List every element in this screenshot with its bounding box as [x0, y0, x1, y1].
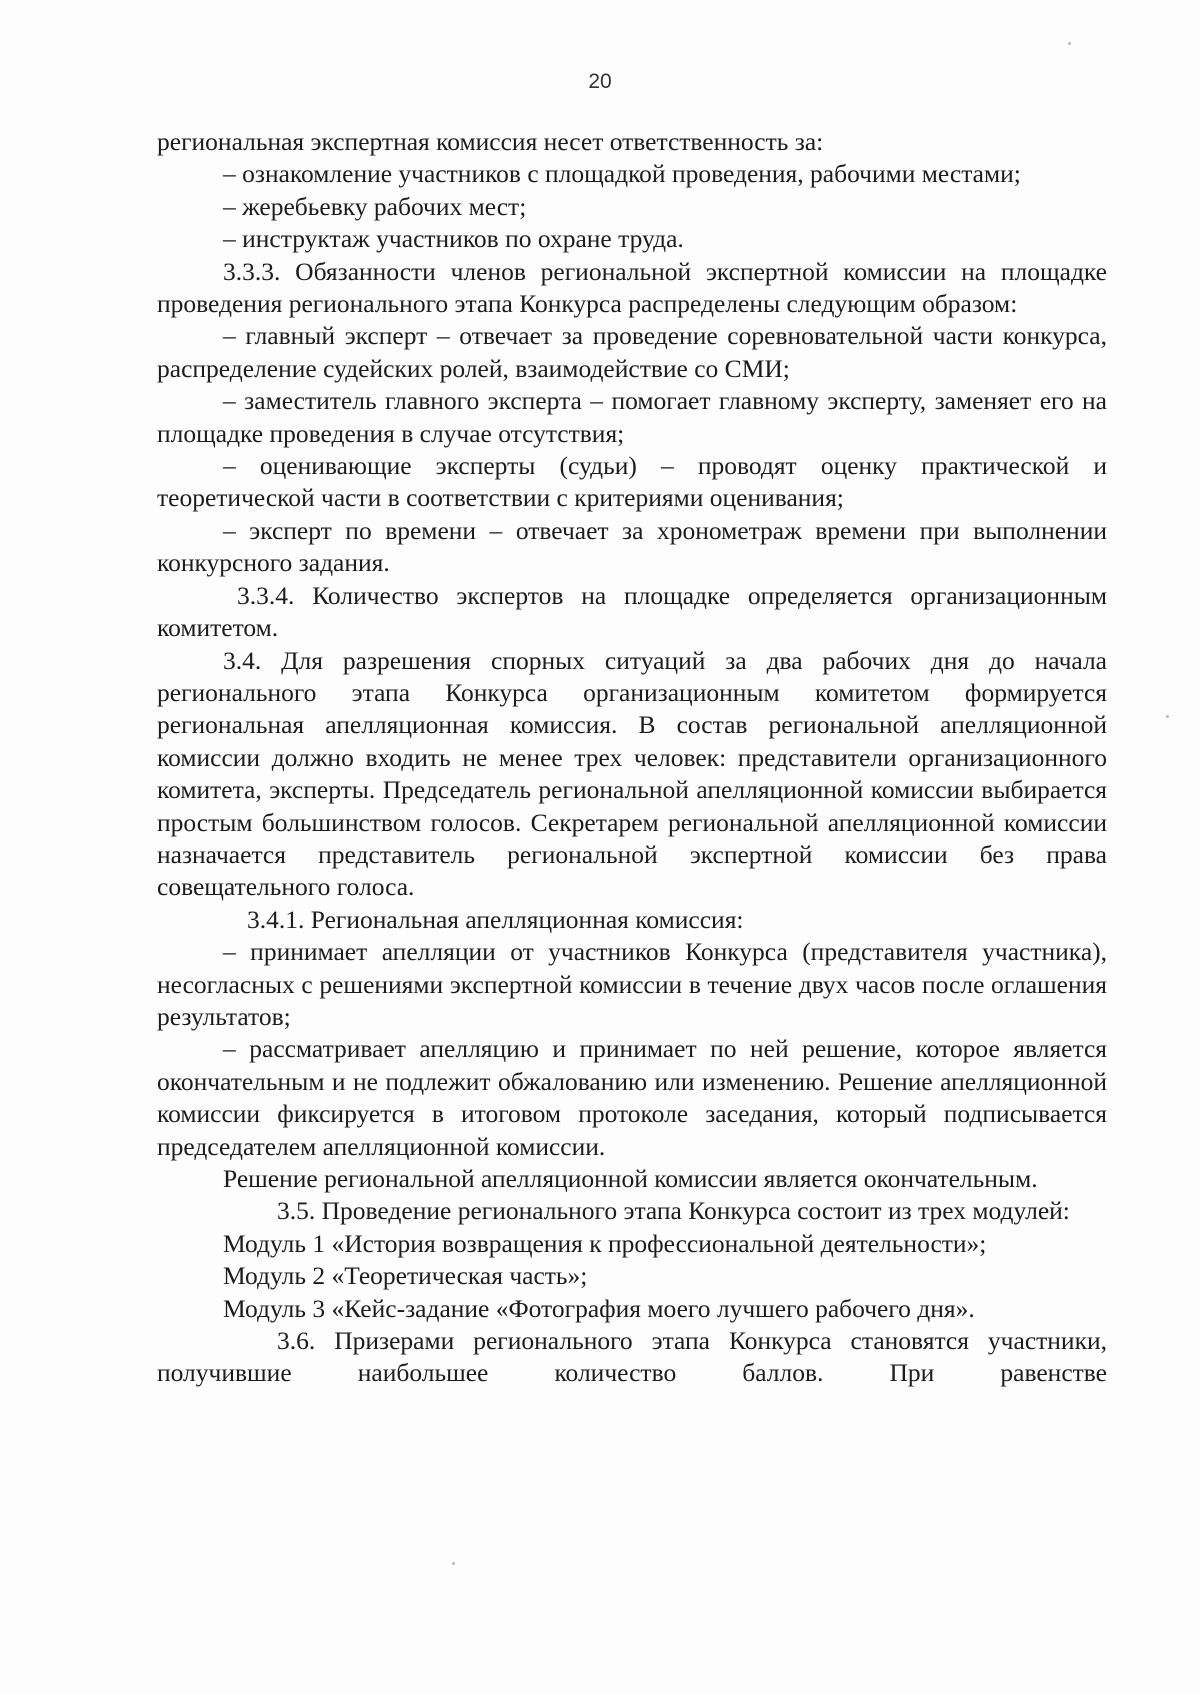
list-item: – инструктаж участников по охране труда.: [223, 224, 684, 254]
module-item: Модуль 3 «Кейс-задание «Фотография моего лучшего рабочего дня».: [223, 1293, 975, 1323]
paragraph: региональная экспертная комиссия несет ответственность за:: [157, 127, 824, 156]
module-item: Модуль 1 «История возвращения к профессиональной деятельности»;: [223, 1228, 987, 1258]
paragraph: 3.4. Для разрешения спорных ситуаций за два рабочих дня до начала регионального этапа Конкурса организационным комитетом формируется региональная апелляционная комиссия. В состав региональной апелляционной комиссии должно входить не менее трех человек: представители организационного комитета, эксперты. Председатель региональной апелляционной комиссии выбирается простым большинством голосов. Секретарем региональной апелляционной комиссии назначается представитель региональной экспертной комиссии без права совещательного голоса.: [157, 645, 1107, 902]
scan-speck: [452, 1562, 455, 1565]
module-item: Модуль 2 «Теоретическая часть»;: [223, 1261, 588, 1291]
list-item: – оценивающие эксперты (судьи) – проводят оценку практической и теоретической части в соответствии с критериями оценивания;: [157, 451, 1107, 513]
list-item: – принимает апелляции от участников Конкурса (представителя участника), несогласных с решениями экспертной комиссии в течение двух часов после оглашения результатов;: [157, 937, 1107, 1031]
list-item: – ознакомление участников с площадкой проведения, рабочими местами;: [223, 159, 1021, 189]
list-item: – рассматривает апелляцию и принимает по ней решение, которое является окончательным и не подлежит обжалованию или изменению. Решение апелляционной комиссии фиксируется в итоговом протоколе заседания, который подписывается председателем апелляционной комиссии.: [157, 1034, 1107, 1161]
list-item: – жеребьевку рабочих мест;: [223, 191, 527, 221]
list-item: – заместитель главного эксперта – помогает главному эксперту, заменяет его на площадке проведения в случае отсутствия;: [157, 386, 1107, 448]
page-number: 20: [588, 70, 612, 93]
paragraph: 3.3.3. Обязанности членов региональной экспертной комиссии на площадке проведения регионального этапа Конкурса распределены следующим образом:: [157, 256, 1107, 319]
scan-speck: [1166, 715, 1169, 718]
scan-speck: [1068, 42, 1071, 45]
paragraph: 3.5. Проведение регионального этапа Конкурса состоит из трех модулей:: [277, 1196, 1070, 1226]
paragraph: 3.3.4. Количество экспертов на площадке определяется организационным комитетом.: [157, 580, 1107, 643]
paragraph: Решение региональной апелляционной комиссии является окончательным.: [223, 1164, 1038, 1193]
list-item: – эксперт по времени – отвечает за хронометраж времени при выполнении конкурсного задания.: [157, 515, 1107, 578]
paragraph-heading: 3.4.1. Региональная апелляционная комиссия:: [247, 904, 744, 934]
paragraph: 3.6. Призерами регионального этапа Конкурса становятся участники, получившие наибольшее количество баллов. При равенстве: [157, 1326, 1107, 1388]
list-item: – главный эксперт – отвечает за проведение соревновательной части конкурса, распределение судейских ролей, взаимодействие со СМИ;: [157, 321, 1107, 383]
body-text: [157, 126, 1107, 1390]
